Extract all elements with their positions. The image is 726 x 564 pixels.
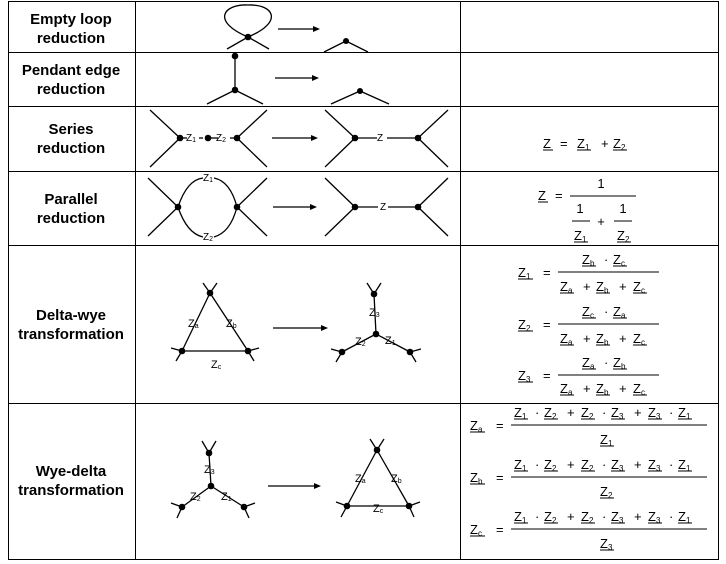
series-z2-label: Z: [216, 133, 223, 144]
empty-loop-vertex: [245, 34, 252, 41]
row-label-parallel-line1: Parallel: [44, 191, 98, 208]
wd3-p2: +: [634, 509, 642, 524]
wd-za-label: Z: [355, 473, 362, 485]
wd1-n5: Z: [648, 405, 656, 420]
row-label-delta-wye-line2: transformation: [18, 326, 124, 343]
wd3-equals: =: [496, 522, 504, 537]
wye-top-vertex: [206, 450, 213, 457]
wd2-n4-sub: 3: [618, 464, 624, 473]
wd1-d3: ·: [669, 405, 674, 420]
parallel-formula-inner-one-a: 1: [576, 201, 584, 216]
row-label-empty-loop-line2: reduction: [36, 30, 106, 47]
wd2-n6-sub: 1: [685, 464, 691, 473]
dw3-den-zb-sub: b: [603, 388, 609, 397]
series-formula-z1: Z: [577, 136, 585, 151]
pendant-vertex: [232, 53, 239, 60]
parallel-result-vertex-left: [352, 204, 359, 211]
wd3-p1: +: [567, 509, 575, 524]
wd2-n1: Z: [514, 457, 522, 472]
wd1-lhs-z: Z: [470, 418, 478, 433]
wd-z2-label: Z: [190, 491, 197, 503]
parallel-vertex-left: [175, 204, 182, 211]
wd2-n6: Z: [678, 457, 686, 472]
delta-zb-subscript: b: [232, 323, 237, 330]
wye-z3-subscript: 3: [375, 312, 380, 319]
wd-z3-label: Z: [204, 464, 211, 476]
dw2-num-zc-sub: c: [589, 311, 594, 320]
wd1-den: Z: [600, 432, 608, 447]
wd3-d1: ·: [535, 509, 540, 524]
delta-result-top-vertex: [374, 447, 381, 454]
row-label-series-line1: Series: [48, 121, 94, 138]
wd3-d3: ·: [669, 509, 674, 524]
series-formula-z: Z: [543, 136, 551, 151]
wye-left-vertex: [179, 504, 186, 511]
wd1-n5-sub: 3: [655, 412, 661, 421]
wd2-lhs-sub: b: [477, 477, 483, 486]
dw2-den-zb: Z: [596, 331, 604, 346]
parallel-formula-z: Z: [538, 188, 546, 203]
wd1-n6: Z: [678, 405, 686, 420]
parallel-result-vertex-right: [415, 204, 422, 211]
arrow-head-6: [314, 483, 321, 489]
wd1-lhs-sub: a: [477, 425, 483, 434]
dw3-num-dot: ·: [604, 355, 609, 370]
row-label-empty-loop-line1: Empty loop: [30, 11, 112, 28]
dw3-num-zb: Z: [613, 355, 621, 370]
wye-result-top-vertex: [371, 291, 378, 298]
parallel-formula-equals: =: [555, 188, 563, 203]
series-formula-z2: Z: [613, 136, 621, 151]
dw3-lhs-z: Z: [518, 368, 526, 383]
row-label-pendant-edge-line2: reduction: [36, 81, 106, 98]
parallel-diagram: [148, 178, 448, 237]
wd1-d1: ·: [535, 405, 540, 420]
dw3-den-za-sub: a: [567, 388, 573, 397]
dw2-lhs-z: Z: [518, 317, 526, 332]
arrow-head-4: [310, 204, 317, 210]
parallel-formula-plus: +: [597, 214, 605, 229]
dw1-num-zb: Z: [582, 252, 590, 267]
wd-zb-label: Z: [391, 473, 398, 485]
delta-zc-label: Z: [211, 359, 218, 371]
series-formula-z2-subscript: 2: [620, 143, 626, 152]
series-vertex-right: [234, 135, 241, 142]
pendant-edge-diagram: [207, 56, 389, 104]
wd2-den: Z: [600, 484, 608, 499]
pendant-result-vertex: [357, 88, 363, 94]
dw1-lhs-sub: 1: [525, 272, 531, 281]
row-label-wye-delta-line1: Wye-delta: [35, 463, 107, 480]
pendant-join-vertex: [232, 87, 239, 94]
dw1-den-zc-sub: c: [640, 286, 645, 295]
dw1-den-zb: Z: [596, 279, 604, 294]
wye-z3-label: Z: [369, 307, 376, 319]
wd1-den-sub: 1: [607, 439, 613, 448]
dw1-equals: =: [543, 265, 551, 280]
arrow-head-2: [312, 75, 319, 81]
series-z1-subscript: 1: [192, 137, 197, 144]
dw2-den-zc: Z: [633, 331, 641, 346]
delta-wye-formula-z2: [518, 304, 659, 347]
svg-text:Zb: [391, 473, 402, 485]
series-result-z-label: Z: [376, 133, 384, 144]
wd2-equals: =: [496, 470, 504, 485]
svg-text:Z1: [203, 173, 213, 184]
wye-delta-formula-zc: [470, 509, 707, 552]
wd1-n2: Z: [544, 405, 552, 420]
wd1-d2: ·: [602, 405, 607, 420]
wye-delta-formula-za: [470, 405, 707, 448]
dw1-num-zc: Z: [613, 252, 621, 267]
wye-z2-subscript: 2: [361, 341, 366, 348]
wd1-p2: +: [634, 405, 642, 420]
wd2-p1: +: [567, 457, 575, 472]
dw2-den-za-sub: a: [567, 338, 573, 347]
empty-loop-diagram: [225, 5, 368, 52]
parallel-z2-label: Z: [203, 232, 210, 243]
wd2-n4: Z: [611, 457, 619, 472]
arrow-head-3: [311, 135, 318, 141]
parallel-z1-subscript: 1: [209, 177, 214, 184]
wd3-d2: ·: [602, 509, 607, 524]
wd2-d2: ·: [602, 457, 607, 472]
wd3-n5: Z: [648, 509, 656, 524]
wd3-n3: Z: [581, 509, 589, 524]
dw3-equals: =: [543, 368, 551, 383]
delta-vertex-left: [179, 348, 186, 355]
dw2-equals: =: [543, 317, 551, 332]
wd2-n3: Z: [581, 457, 589, 472]
wd2-n1-sub: 1: [521, 464, 527, 473]
parallel-z1-label: Z: [203, 173, 210, 184]
wd-za-subscript: a: [361, 478, 366, 485]
wd-z1-subscript: 1: [227, 496, 232, 503]
dw2-den-zc-sub: c: [640, 338, 645, 347]
wd3-n4: Z: [611, 509, 619, 524]
dw2-den-plus2: +: [619, 331, 627, 346]
wye-center-vertex: [208, 483, 215, 490]
svg-text:Z2: [203, 232, 213, 243]
svg-text:Z1: [221, 491, 232, 503]
delta-vertex-top: [207, 290, 214, 297]
dw2-num-za: Z: [613, 304, 621, 319]
dw3-num-za-sub: a: [589, 362, 595, 371]
wd2-d1: ·: [535, 457, 540, 472]
dw1-den-za-sub: a: [567, 286, 573, 295]
wd1-n3: Z: [581, 405, 589, 420]
row-label-series-line2: reduction: [36, 140, 106, 157]
svg-text:Z2: [355, 336, 366, 348]
dw3-den-plus1: +: [583, 381, 591, 396]
wd2-n2-sub: 2: [551, 464, 557, 473]
dw2-num-za-sub: a: [620, 311, 626, 320]
delta-za-subscript: a: [194, 323, 199, 330]
dw3-lhs-sub: 3: [525, 375, 531, 384]
wd-zc-label: Z: [373, 503, 380, 515]
dw1-lhs-z: Z: [518, 265, 526, 280]
wd1-p1: +: [567, 405, 575, 420]
dw3-den-za: Z: [560, 381, 568, 396]
wd1-n4-sub: 3: [618, 412, 624, 421]
wd2-n5-sub: 3: [655, 464, 661, 473]
parallel-formula-z2-subscript: 2: [624, 235, 630, 244]
dw3-den-plus2: +: [619, 381, 627, 396]
svg-text:Z3: [369, 307, 380, 319]
series-vertex-middle: [205, 135, 212, 142]
wd1-n1: Z: [514, 405, 522, 420]
wd-z3-subscript: 3: [210, 469, 215, 476]
wye-z1-label: Z: [385, 335, 392, 347]
dw2-num-dot: ·: [604, 304, 609, 319]
svg-text:Zc: [211, 359, 222, 371]
wd3-n5-sub: 3: [655, 516, 661, 525]
svg-text:Z3: [204, 464, 215, 476]
delta-result-right-vertex: [406, 503, 413, 510]
wd2-den-sub: 2: [607, 491, 613, 500]
wd3-n3-sub: 2: [588, 516, 594, 525]
dw1-num-zc-sub: c: [620, 259, 625, 268]
wd2-n2: Z: [544, 457, 552, 472]
delta-za-label: Z: [188, 318, 195, 330]
parallel-formula-z1: Z: [574, 228, 582, 243]
dw3-den-zc: Z: [633, 381, 641, 396]
row-label-wye-delta-line2: transformation: [18, 482, 124, 499]
series-result-vertex-left: [352, 135, 359, 142]
arrow-head-5: [321, 325, 328, 331]
parallel-formula: [538, 176, 636, 244]
wye-result-right-vertex: [407, 349, 414, 356]
dw2-den-za: Z: [560, 331, 568, 346]
parallel-result-z-label: Z: [379, 202, 387, 213]
wd3-n1-sub: 1: [521, 516, 527, 525]
svg-text:Z1: [385, 335, 396, 347]
arrow-head-1: [313, 26, 320, 32]
wd1-equals: =: [496, 418, 504, 433]
wd1-n4: Z: [611, 405, 619, 420]
delta-zc-subscript: c: [217, 364, 222, 371]
wd3-n6-sub: 1: [685, 516, 691, 525]
dw2-den-zb-sub: b: [603, 338, 609, 347]
dw1-den-plus1: +: [583, 279, 591, 294]
wd3-n2: Z: [544, 509, 552, 524]
wye-z2-label: Z: [355, 336, 362, 348]
dw3-num-za: Z: [582, 355, 590, 370]
dw3-den-zb: Z: [596, 381, 604, 396]
parallel-formula-numerator: 1: [597, 176, 605, 191]
row-label-pendant-edge-line1: Pendant edge: [21, 62, 121, 79]
wye-right-vertex: [241, 504, 248, 511]
wd1-n2-sub: 2: [551, 412, 557, 421]
wd3-n4-sub: 3: [618, 516, 624, 525]
wd2-n3-sub: 2: [588, 464, 594, 473]
svg-text:Z2: [190, 491, 201, 503]
wd3-lhs-z: Z: [470, 522, 478, 537]
wd2-n5: Z: [648, 457, 656, 472]
series-z2-subscript: 2: [222, 137, 227, 144]
wye-z1-subscript: 1: [391, 340, 396, 347]
wd2-p2: +: [634, 457, 642, 472]
dw1-den-zc: Z: [633, 279, 641, 294]
dw1-den-za: Z: [560, 279, 568, 294]
delta-wye-formula-z1: [518, 252, 659, 295]
wd3-lhs-sub: c: [477, 529, 482, 538]
wd1-n6-sub: 1: [685, 412, 691, 421]
dw1-den-zb-sub: b: [603, 286, 609, 295]
delta-result-left-vertex: [344, 503, 351, 510]
wye-delta-formula-zb: [470, 457, 707, 500]
series-vertex-left: [177, 135, 184, 142]
wd-z1-label: Z: [221, 491, 228, 503]
wye-result-center-vertex: [373, 331, 380, 338]
wd3-den-sub: 3: [607, 543, 613, 552]
series-formula-plus: +: [601, 136, 609, 151]
parallel-formula-z2: Z: [617, 228, 625, 243]
wd3-n1: Z: [514, 509, 522, 524]
row-label-delta-wye-line1: Delta-wye: [35, 307, 107, 324]
wd3-den: Z: [600, 536, 608, 551]
parallel-formula-inner-one-b: 1: [619, 201, 627, 216]
delta-wye-formula-z3: [518, 355, 659, 397]
wd1-n1-sub: 1: [521, 412, 527, 421]
wye-result-left-vertex: [339, 349, 346, 356]
parallel-formula-z1-subscript: 1: [581, 235, 587, 244]
delta-vertex-right: [245, 348, 252, 355]
svg-text:Zb: [226, 318, 237, 330]
wd-zc-subscript: c: [379, 508, 384, 515]
empty-loop-result-vertex: [343, 38, 349, 44]
wd1-n3-sub: 2: [588, 412, 594, 421]
wd2-lhs-z: Z: [470, 470, 478, 485]
parallel-z2-subscript: 2: [209, 236, 214, 243]
svg-text:Z2: [216, 133, 226, 144]
wd3-n2-sub: 2: [551, 516, 557, 525]
wd2-d3: ·: [669, 457, 674, 472]
wd-z2-subscript: 2: [196, 496, 201, 503]
parallel-vertex-right: [234, 204, 241, 211]
dw3-num-zb-sub: b: [620, 362, 626, 371]
series-formula: [543, 136, 627, 152]
dw1-num-zb-sub: b: [589, 259, 595, 268]
dw1-den-plus2: +: [619, 279, 627, 294]
wd-zb-subscript: b: [397, 478, 402, 485]
wd3-n6: Z: [678, 509, 686, 524]
dw2-lhs-sub: 2: [525, 324, 531, 333]
delta-zb-label: Z: [226, 318, 233, 330]
row-label-parallel-line2: reduction: [36, 210, 106, 227]
svg-text:Zc: [373, 503, 384, 515]
series-z1-label: Z: [186, 133, 193, 144]
dw1-num-dot: ·: [604, 252, 609, 267]
series-formula-z1-subscript: 1: [584, 143, 590, 152]
dw3-den-zc-sub: c: [640, 388, 645, 397]
dw2-num-zc: Z: [582, 304, 590, 319]
series-formula-equals: =: [560, 136, 568, 151]
svg-text:Z1: [186, 133, 196, 144]
dw2-den-plus1: +: [583, 331, 591, 346]
series-result-vertex-right: [415, 135, 422, 142]
